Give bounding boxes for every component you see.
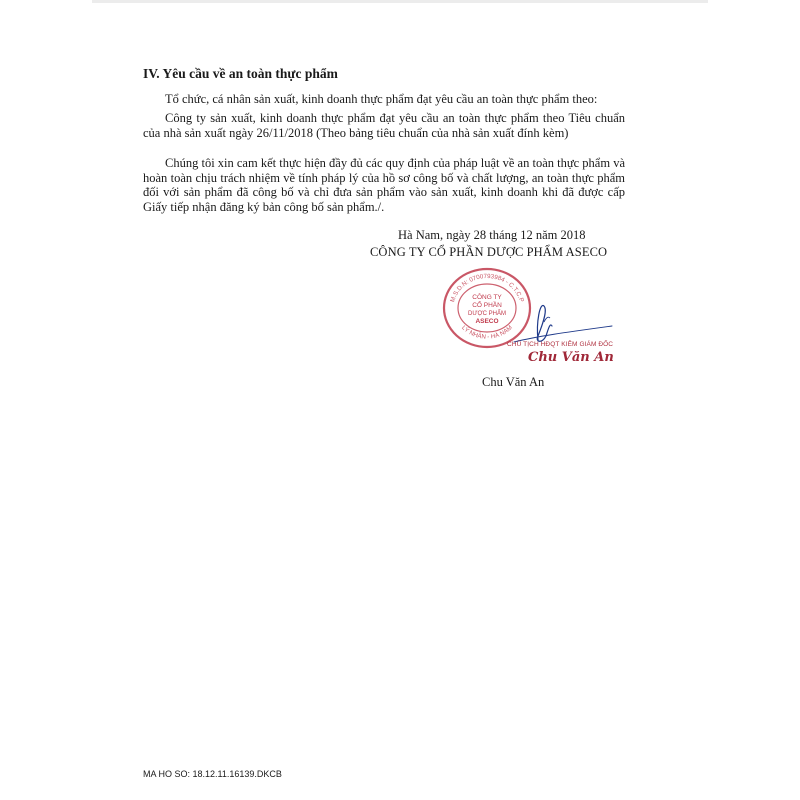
section-heading: IV. Yêu cầu về an toàn thực phẩm (143, 66, 338, 81)
seal-line-2: CỔ PHẦN (472, 302, 502, 309)
seal-line-3: DƯỢC PHẨM (468, 311, 506, 317)
paragraph-intro: Tổ chức, cá nhân sản xuất, kinh doanh thực phẩm đạt yêu cầu an toàn thực phẩm theo: (165, 92, 598, 106)
dossier-code: MA HO SO: 18.12.11.16139.DKCB (143, 769, 282, 779)
paragraph-standard: Công ty sản xuất, kinh doanh thực phẩm đạt yêu cầu an toàn thực phẩm theo Tiêu chuẩn của nhà sản xuất ngày 26/11/2018 (Theo bảng tiêu chuẩn của nhà sản xuất đính kèm) (143, 111, 625, 140)
signature-name-script: Chu Văn An (528, 350, 614, 365)
seal-ring-bottom-text: LÝ NHÂN - HÀ NAM (460, 324, 514, 341)
signer-title: CHỦ TỊCH HĐQT KIÊM GIÁM ĐỐC (507, 341, 614, 348)
seal-line-1: CÔNG TY (472, 294, 502, 301)
paragraph-commitment: Chúng tôi xin cam kết thực hiện đầy đủ các quy định của pháp luật về an toàn thực phẩm và hoàn toàn chịu trách nhiệm về tính pháp lý của hồ sơ công bố và chất lượng, an toàn thực phẩm đối với sản phẩm đã công bố và chỉ đưa sản phẩm vào sản xuất, kinh doanh khi đã được cấp Giấy tiếp nhận đăng ký bản công bố sản phẩm./. (143, 156, 625, 214)
seal-line-4: ASECO (475, 318, 499, 325)
seal-ring-top-text: M.S.D.N: 0700793984 - C.T.C.P (449, 272, 525, 304)
company-name: CÔNG TY CỔ PHẦN DƯỢC PHẨM ASECO (370, 245, 608, 259)
signer-name: Chu Văn An (482, 375, 545, 389)
place-date: Hà Nam, ngày 28 tháng 12 năm 2018 (398, 228, 586, 242)
